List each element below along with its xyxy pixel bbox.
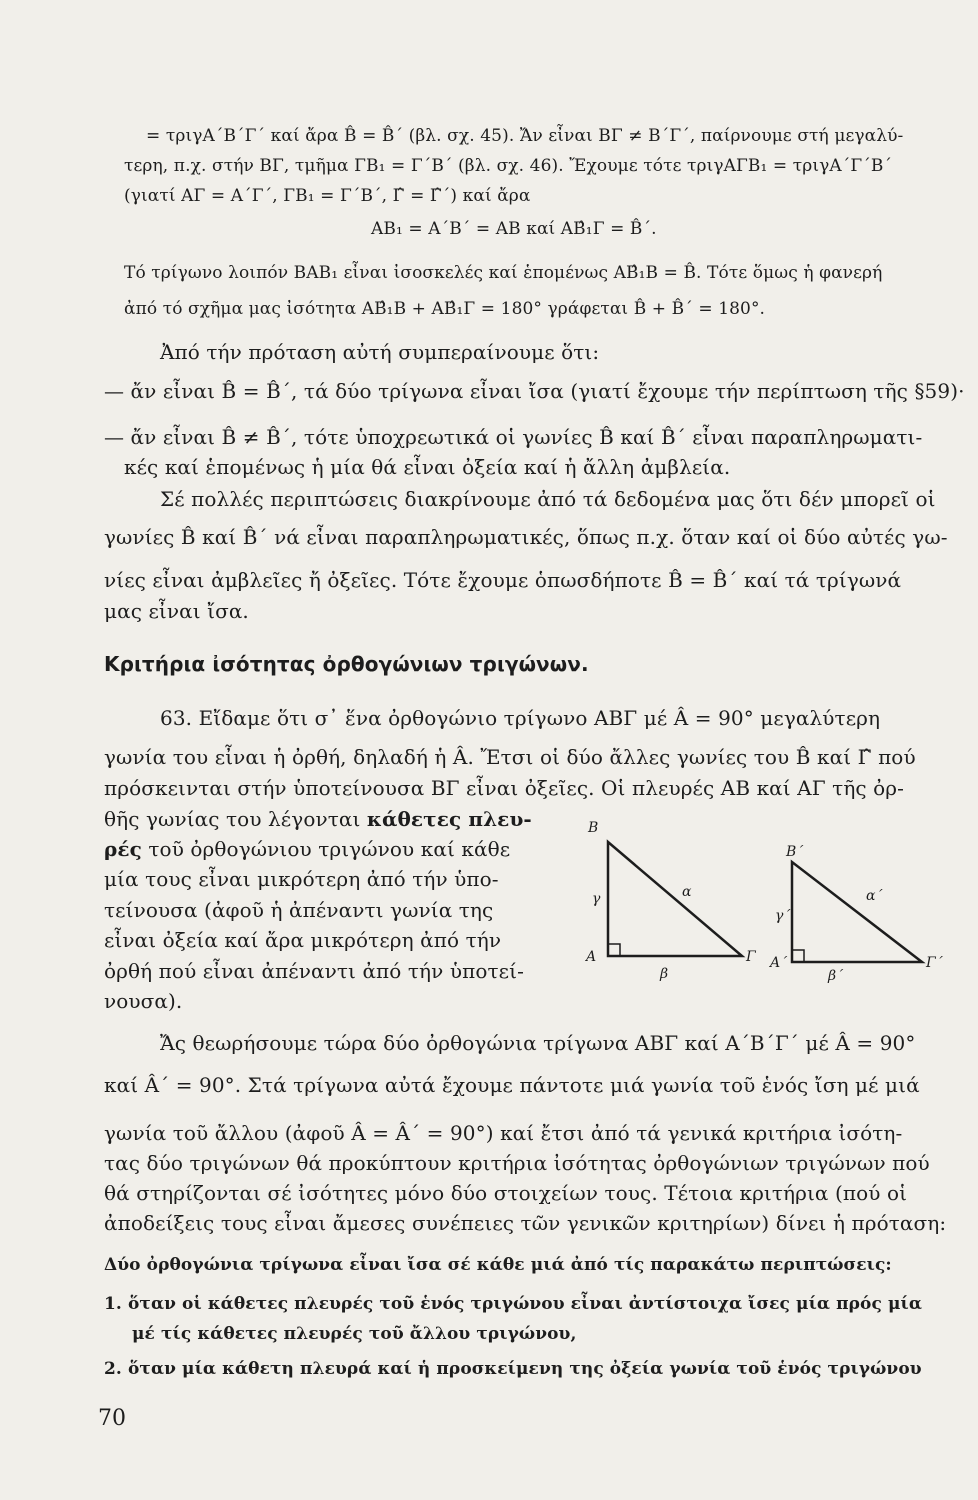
body1-line-2: — ἄν εἶναι B̂ = B̂΄, τά δύο τρίγωνα εἶναι ἴσα (γιατί ἔχουμε τήν περίπτωση τῆς §59)· [104, 379, 965, 403]
body1-line-8: μας εἶναι ἴσα. [104, 599, 249, 623]
intro-line-2: τερη, π.χ. στήν ΒΓ, τμῆμα ΓΒ₁ = Γ΄Β΄ (βλ. σχ. 46). Ἔχουμε τότε τριγΑΓΒ₁ = τριγΑ΄Γ΄Β΄ [124, 156, 893, 176]
intro-line-5: Τό τρίγωνο λοιπόν ΒΑΒ₁ εἶναι ἰσοσκελές καί ἑπομένως ΑΒ̂₁Β = B̂. Τότε ὅμως ἡ φανερή [124, 263, 883, 283]
label-b: B [588, 820, 599, 836]
label-a: A [586, 949, 597, 965]
body1-line-7: νίες εἶναι ἀμβλεῖες ἤ ὀξεῖες. Τότε ἔχουμε ὁπωσδήποτε B̂ = B̂΄ καί τά τρίγωνά [104, 568, 902, 592]
body1-line-6: γωνίες B̂ καί B̂΄ νά εἶναι παραπληρωματικές, ὅπως π.χ. ὅταν καί οἱ δύο αὐτές γω- [104, 525, 948, 549]
term-perpendicular-sides: κάθετες πλευ- [366, 807, 532, 831]
label-a-prime: A΄ [770, 955, 788, 971]
body2-line-2: καί Â΄ = 90°. Στά τρίγωνα αὐτά ἔχουμε πάντοτε μιά γωνία τοῦ ἑνός ἴση μέ μιά [104, 1073, 920, 1097]
label-g-prime: Γ΄ [926, 955, 943, 971]
sec63-line-1: 63. Εἴδαμε ὅτι σ᾽ ἕνα ὀρθογώνιο τρίγωνο ΑΒΓ μέ Â = 90° μεγαλύτερη [160, 706, 881, 730]
body1-line-1: Ἀπό τήν πρόταση αὐτή συμπεραίνουμε ὅτι: [160, 340, 600, 364]
term-perpendicular-sides-end: ρές [104, 837, 142, 861]
right-angle-mark-a [608, 944, 620, 956]
theorem-line-1: Δύο ὀρθογώνια τρίγωνα εἶναι ἴσα σέ κάθε μιά ἀπό τίς παρακάτω περιπτώσεις: [104, 1255, 892, 1275]
label-g: Γ [746, 949, 756, 965]
label-side-b-prime: β΄ [828, 968, 844, 984]
intro-line-4: ΑΒ₁ = Α΄Β΄ = ΑΒ καί ΑΒ̂₁Γ = B̂΄. [371, 219, 657, 239]
right-triangles-figure [582, 818, 962, 988]
sec63-line-4-text: θῆς γωνίας του λέγονται [104, 807, 367, 831]
sec63-line-3: πρόσκεινται στήν ὑποτείνουσα ΒΓ εἶναι ὀξεῖες. Οἱ πλευρές ΑΒ καί ΑΓ τῆς ὀρ- [104, 776, 905, 800]
triangle-abg-prime-outline [792, 862, 922, 962]
label-side-g: γ [592, 891, 601, 907]
triangle-abg-prime [768, 844, 944, 984]
body2-line-4: τας δύο τριγώνων θά προκύπτουν κριτήρια ἰσότητας ὀρθογώνιων τριγώνων πού [104, 1151, 930, 1175]
label-side-b: β [660, 966, 669, 982]
theorem-line-2: 1. ὅταν οἱ κάθετες πλευρές τοῦ ἑνός τριγώνου εἶναι ἀντίστοιχα ἴσες μία πρός μία [104, 1294, 923, 1314]
label-side-g-prime: γ΄ [775, 908, 791, 924]
sec63-line-9: ὀρθή πού εἶναι ἀπέναντι ἀπό τήν ὑποτεί- [104, 959, 524, 983]
intro-line-6: ἀπό τό σχῆμα μας ἰσότητα ΑΒ̂₁Β + ΑΒ̂₁Γ = 180° γράφεται B̂ + B̂΄ = 180°. [124, 299, 766, 319]
body1-line-3: — ἄν εἶναι B̂ ≠ B̂΄, τότε ὑποχρεωτικά οἱ γωνίες B̂ καί B̂΄ εἶναι παραπληρωματι- [104, 425, 923, 449]
sec63-line-4 [104, 806, 532, 832]
sec63-line-10: νουσα). [104, 989, 183, 1013]
sec63-line-5 [104, 836, 510, 862]
intro-line-3: (γιατί ΑΓ = Α΄Γ΄, ΓΒ₁ = Γ΄Β΄, Γ̂ = Γ̂΄) καί ἄρα [124, 186, 531, 206]
triangle-abg-outline [608, 842, 742, 956]
body2-line-5: θά στηρίζονται σέ ἰσότητες μόνο δύο στοιχείων τους. Τέτοια κριτήρια (πού οἱ [104, 1181, 908, 1205]
body2-line-1: Ἄς θεωρήσουμε τώρα δύο ὀρθογώνια τρίγωνα ΑΒΓ καί Α΄Β΄Γ΄ μέ Â = 90° [160, 1031, 916, 1055]
sec63-line-7: τείνουσα (ἀφοῦ ἡ ἀπέναντι γωνία της [104, 898, 494, 922]
sec63-line-8: εἶναι ὀξεία καί ἄρα μικρότερη ἀπό τήν [104, 928, 502, 952]
right-angle-mark-a-prime [792, 950, 804, 962]
body1-line-5: Σέ πολλές περιπτώσεις διακρίνουμε ἀπό τά δεδομένα μας ὅτι δέν μπορεῖ οἱ [160, 487, 936, 511]
page-number: 70 [98, 1406, 126, 1431]
sec63-line-2: γωνία του εἶναι ἡ ὀρθή, δηλαδή ἡ Â. Ἔτσι οἱ δύο ἄλλες γωνίες του B̂ καί Γ̂ πού [104, 745, 916, 769]
label-side-a: α [682, 884, 692, 900]
label-b-prime: B΄ [786, 844, 804, 860]
body2-line-6: ἀποδείξεις τους εἶναι ἄμεσες συνέπειες τῶν γενικῶν κριτηρίων) δίνει ἡ πρόταση: [104, 1211, 947, 1235]
sec63-line-5-text: τοῦ ὀρθογώνιου τριγώνου καί κάθε [141, 837, 511, 861]
body1-line-4: κές καί ἑπομένως ἡ μία θά εἶναι ὀξεία καί ἡ ἄλλη ἀμβλεία. [124, 455, 731, 479]
body2-line-3: γωνία τοῦ ἄλλου (ἀφοῦ Â = Â΄ = 90°) καί ἔτσι ἀπό τά γενικά κριτήρια ἰσότη- [104, 1121, 903, 1145]
intro-line-1: = τριγΑ΄Β΄Γ΄ καί ἄρα B̂ = B̂΄ (βλ. σχ. 45). Ἄν εἶναι ΒΓ ≠ Β΄Γ΄, παίρνουμε στή μεγαλύ- [146, 126, 904, 146]
theorem-line-4: 2. ὅταν μία κάθετη πλευρά καί ἡ προσκείμενη της ὀξεία γωνία τοῦ ἑνός τριγώνου [104, 1359, 922, 1379]
label-side-a-prime: α΄ [866, 888, 883, 904]
theorem-line-3: μέ τίς κάθετες πλευρές τοῦ ἄλλου τριγώνου, [132, 1324, 577, 1344]
section-heading: Κριτήρια ἰσότητας ὀρθογώνιων τριγώνων. [104, 652, 589, 676]
sec63-line-6: μία τους εἶναι μικρότερη ἀπό τήν ὑπο- [104, 867, 499, 891]
triangle-abg [584, 820, 757, 982]
